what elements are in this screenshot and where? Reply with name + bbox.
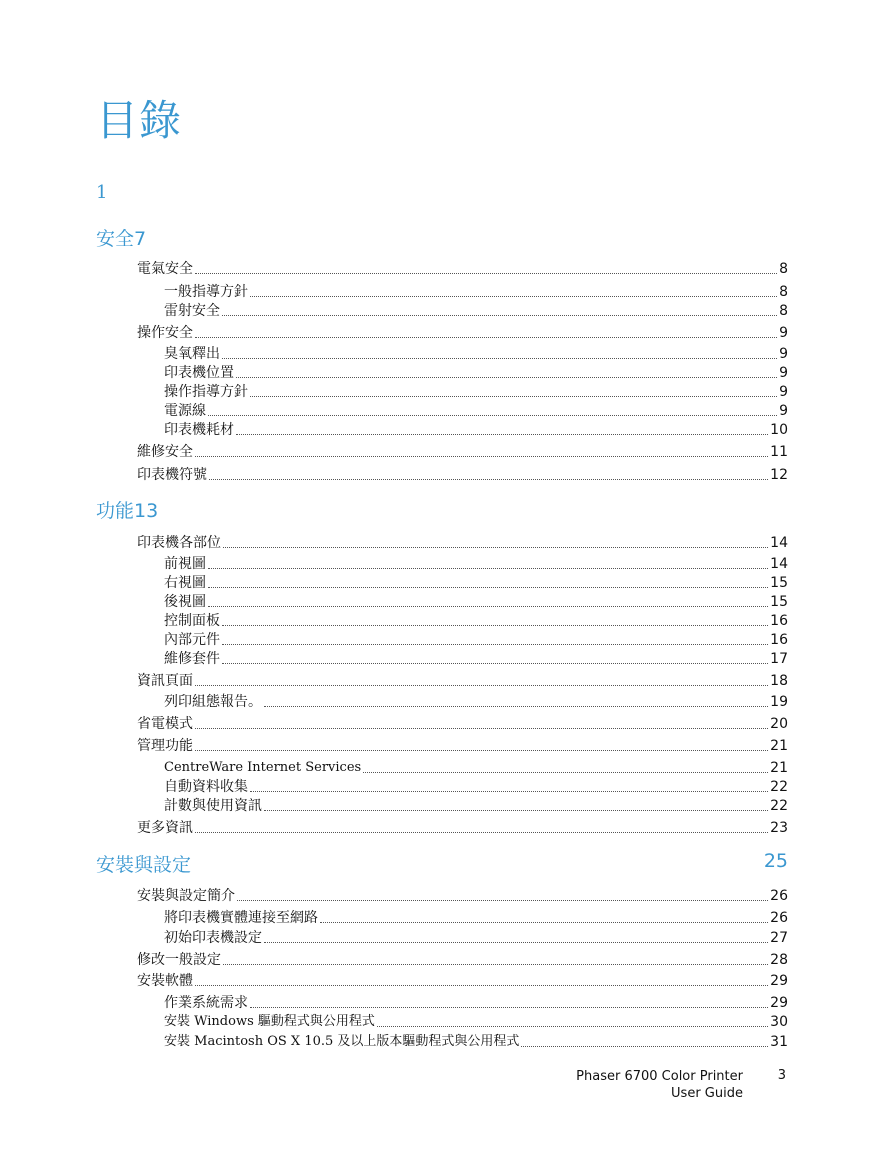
toc-page: 12 xyxy=(770,467,788,483)
chapter-3-title: 安裝與設定 xyxy=(96,854,192,876)
toc-page: 16 xyxy=(770,632,788,648)
dot-leader xyxy=(264,809,768,811)
toc-page: 19 xyxy=(770,694,788,710)
dot-leader xyxy=(264,705,768,707)
dot-leader xyxy=(250,295,777,297)
toc-entry[interactable] xyxy=(137,715,788,733)
dot-leader xyxy=(223,546,768,548)
toc-label: 將印表機實體連接至網路 xyxy=(164,910,318,926)
toc-entry[interactable] xyxy=(137,324,788,342)
toc-page: 18 xyxy=(770,673,788,689)
dot-leader xyxy=(250,1006,768,1008)
toc-label: 計數與使用資訊 xyxy=(164,798,262,814)
toc-label: 電氣安全 xyxy=(137,261,193,277)
page-title: 目錄 xyxy=(96,96,183,145)
toc-entry[interactable] xyxy=(164,1033,788,1051)
toc-entry[interactable] xyxy=(137,819,788,837)
dot-leader xyxy=(250,395,777,397)
toc-page: 29 xyxy=(770,995,788,1011)
toc-page: 26 xyxy=(770,910,788,926)
toc-entry[interactable] xyxy=(164,402,788,420)
toc-page: 15 xyxy=(770,575,788,591)
toc-entry[interactable] xyxy=(164,693,788,711)
footer-guide: User Guide xyxy=(671,1086,743,1101)
toc-label: 管理功能 xyxy=(137,738,193,754)
toc-entry[interactable] xyxy=(164,574,788,592)
toc-entry[interactable] xyxy=(137,972,788,990)
toc-label: 控制面板 xyxy=(164,613,220,629)
footer-page-number: 3 xyxy=(777,1068,786,1083)
toc-label: 更多資訊 xyxy=(137,820,193,836)
chapter-2-title: 功能13 xyxy=(96,500,159,522)
toc-label: 操作指導方針 xyxy=(164,384,248,400)
toc-label: 印表機位置 xyxy=(164,365,234,381)
toc-entry[interactable] xyxy=(164,778,788,796)
toc-page: 10 xyxy=(770,422,788,438)
toc-label: 印表機耗材 xyxy=(164,422,234,438)
toc-label: 安裝 Macintosh OS X 10.5 及以上版本驅動程式與公用程式 xyxy=(164,1034,520,1049)
toc-entry[interactable] xyxy=(137,737,788,755)
toc-page: 26 xyxy=(770,888,788,904)
toc-label: 資訊頁面 xyxy=(137,673,193,689)
toc-label: 維修安全 xyxy=(137,444,193,460)
toc-label: 修改一般設定 xyxy=(137,952,221,968)
toc-entry[interactable] xyxy=(164,593,788,611)
dot-leader xyxy=(222,357,777,359)
toc-entry[interactable] xyxy=(137,534,788,552)
toc-entry[interactable] xyxy=(164,345,788,363)
toc-page: 22 xyxy=(770,779,788,795)
toc-label: 安裝與設定簡介 xyxy=(137,888,235,904)
toc-page: 21 xyxy=(770,738,788,754)
dot-leader xyxy=(237,899,768,901)
toc-page: 11 xyxy=(770,444,788,460)
dot-leader xyxy=(236,376,777,378)
dot-leader xyxy=(363,771,768,773)
toc-label: 後視圖 xyxy=(164,594,206,610)
dot-leader xyxy=(222,624,768,626)
toc-entry[interactable] xyxy=(137,443,788,461)
dot-leader xyxy=(195,684,768,686)
dot-leader xyxy=(195,984,768,986)
dot-leader xyxy=(195,455,768,457)
toc-label: 自動資料收集 xyxy=(164,779,248,795)
toc-label: 內部元件 xyxy=(164,632,220,648)
toc-label: 操作安全 xyxy=(137,325,193,341)
toc-entry[interactable] xyxy=(137,887,788,905)
toc-entry[interactable] xyxy=(164,650,788,668)
toc-label: 初始印表機設定 xyxy=(164,930,262,946)
toc-entry[interactable] xyxy=(137,466,788,484)
toc-entry[interactable] xyxy=(164,631,788,649)
toc-label: 安裝 Windows 驅動程式與公用程式 xyxy=(164,1014,375,1029)
toc-entry[interactable] xyxy=(164,383,788,401)
toc-entry[interactable] xyxy=(164,994,788,1012)
dot-leader xyxy=(250,790,768,792)
toc-label: 電源線 xyxy=(164,403,206,419)
toc-page: 27 xyxy=(770,930,788,946)
toc-page: 14 xyxy=(770,556,788,572)
dot-leader xyxy=(208,567,768,569)
dot-leader xyxy=(208,414,777,416)
dot-leader xyxy=(222,643,768,645)
toc-page: 8 xyxy=(779,261,788,277)
footer-product: Phaser 6700 Color Printer xyxy=(576,1069,743,1084)
toc-page: 8 xyxy=(779,284,788,300)
toc-page: 9 xyxy=(779,403,788,419)
toc-page: 21 xyxy=(770,760,788,776)
toc-entry[interactable] xyxy=(164,929,788,947)
toc-entry[interactable] xyxy=(164,759,788,777)
toc-label: 作業系統需求 xyxy=(164,995,248,1011)
toc-page: 17 xyxy=(770,651,788,667)
toc-label: 維修套件 xyxy=(164,651,220,667)
toc-label: 雷射安全 xyxy=(164,303,220,319)
toc-label: 安裝軟體 xyxy=(137,973,193,989)
dot-leader xyxy=(236,433,768,435)
toc-page: 9 xyxy=(779,365,788,381)
chapter-3-page: 25 xyxy=(763,850,788,872)
toc-label: CentreWare Internet Services xyxy=(164,760,362,775)
toc-label: 前視圖 xyxy=(164,556,206,572)
toc-label: 列印組態報告。 xyxy=(164,694,262,710)
toc-page: 8 xyxy=(779,303,788,319)
footer xyxy=(576,1068,743,1102)
dot-leader xyxy=(208,605,768,607)
toc-label: 印表機符號 xyxy=(137,467,207,483)
toc-page: 9 xyxy=(779,346,788,362)
toc-page: 16 xyxy=(770,613,788,629)
toc-label: 臭氧釋出 xyxy=(164,346,220,362)
toc-page: 14 xyxy=(770,535,788,551)
toc-page: 23 xyxy=(770,820,788,836)
toc-entry[interactable] xyxy=(164,421,788,439)
toc-entry[interactable] xyxy=(137,260,788,278)
dot-leader xyxy=(222,314,777,316)
toc-page: 15 xyxy=(770,594,788,610)
dot-leader xyxy=(264,941,768,943)
dot-leader xyxy=(195,272,777,274)
dot-leader xyxy=(195,831,768,833)
toc-page: 29 xyxy=(770,973,788,989)
toc-label: 一般指導方針 xyxy=(164,284,248,300)
dot-leader xyxy=(195,749,768,751)
toc-page: 20 xyxy=(770,716,788,732)
toc-entry[interactable] xyxy=(164,612,788,630)
toc-page: 9 xyxy=(779,384,788,400)
dot-leader xyxy=(320,921,768,923)
toc-label: 省電模式 xyxy=(137,716,193,732)
toc-page: 30 xyxy=(770,1014,788,1030)
dot-leader xyxy=(195,336,777,338)
chapter-1-title: 安全7 xyxy=(96,228,147,250)
chapter-1-number: 1 xyxy=(96,182,108,203)
toc-entry[interactable] xyxy=(164,797,788,815)
dot-leader xyxy=(223,963,768,965)
toc-entry[interactable] xyxy=(164,555,788,573)
toc-page: 9 xyxy=(779,325,788,341)
dot-leader xyxy=(209,478,768,480)
dot-leader xyxy=(377,1025,768,1027)
toc-entry[interactable] xyxy=(164,302,788,320)
toc-page: 31 xyxy=(770,1034,788,1050)
toc-entry[interactable] xyxy=(164,909,788,927)
dot-leader xyxy=(222,662,768,664)
toc-page: 28 xyxy=(770,952,788,968)
toc-entry[interactable] xyxy=(164,283,788,301)
toc-entry[interactable] xyxy=(164,364,788,382)
dot-leader xyxy=(521,1045,768,1047)
dot-leader xyxy=(208,586,768,588)
toc-entry[interactable] xyxy=(164,1013,788,1031)
toc-entry[interactable] xyxy=(137,672,788,690)
dot-leader xyxy=(195,727,768,729)
toc-entry[interactable] xyxy=(137,951,788,969)
toc-label: 印表機各部位 xyxy=(137,535,221,551)
toc-label: 右視圖 xyxy=(164,575,206,591)
toc-page: 22 xyxy=(770,798,788,814)
